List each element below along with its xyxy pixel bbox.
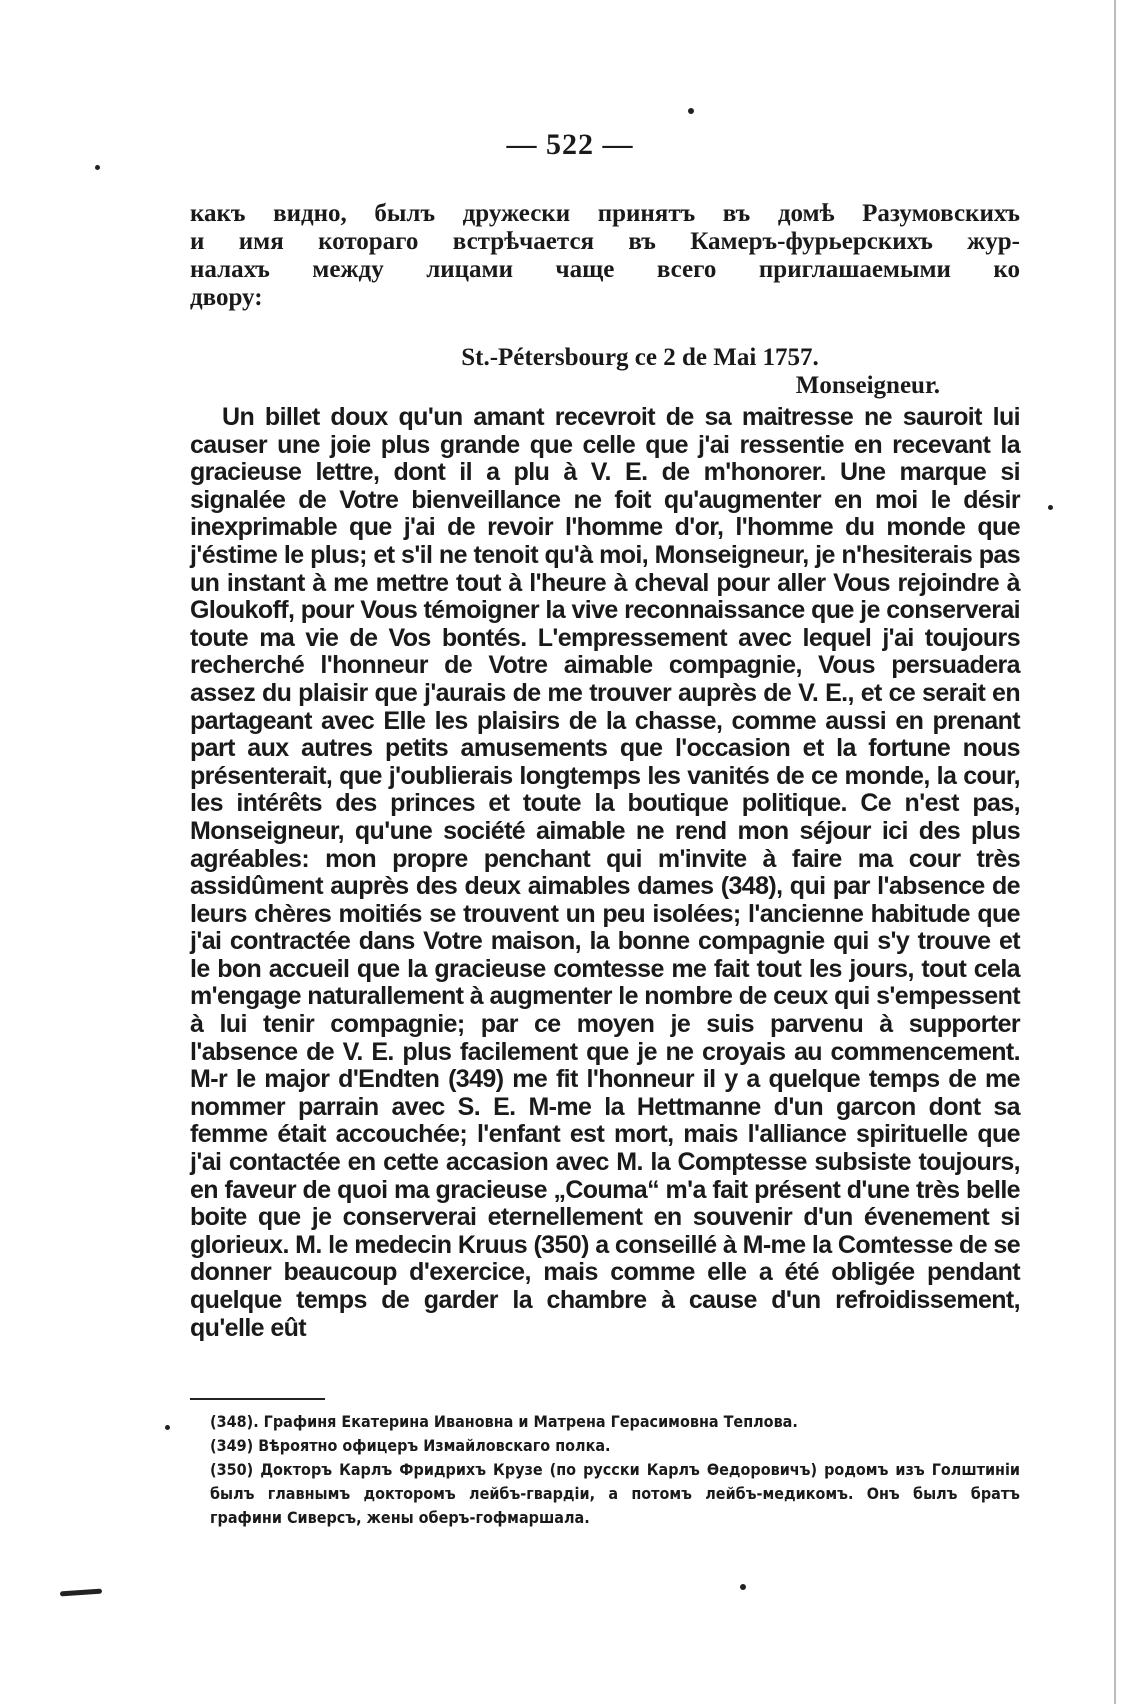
footnote-ref-350: (350): [533, 1230, 589, 1259]
scan-speck: [95, 165, 100, 170]
letter-salutation: Monseigneur.: [795, 372, 940, 399]
footnote-350: [210, 1458, 1020, 1530]
footnote-text: Вѣроятно офицеръ Измайловскаго полка.: [253, 1436, 611, 1455]
intro-line: какъ видно, былъ дружески принятъ въ домѣ Разумовскихъ: [190, 200, 1020, 227]
scan-edge-mark: [60, 1589, 102, 1597]
footnote-mark: (348): [210, 1412, 254, 1431]
scan-edge: [1114, 0, 1116, 1704]
footnote-ref-349: (349): [448, 1065, 504, 1094]
footnote-ref-348: (348): [720, 872, 777, 901]
letter-text: Un billet doux qu'un amant recevroit de sa maitresse ne sauroit lui causer une joie plus grande que celle que j'ai ressentie en recevant la gracieuse lettre, dont il a plu à V. E. de m'honorer. Une marque si signalée de Votre bienveillance ne foit qu'augmenter en moi le désir inexprimable que j'ai de revoir l'homme d'or, l'homme du monde que j'éstime le plus; et s'il ne tenoit qu'à moi, Monseigneur, je n'hesiterais pas un instant à me mettre tout à l'heure à cheval pour aller Vous rejoindre à Gloukoff, pour Vous témoigner la vive reconnaissance que je conserverai toute ma vie de Vos bontés. L'empressement avec lequel j'ai toujours recherché l'honneur de Votre aimable compagnie, Vous persuadera assez du plaisir que j'aurais de me trouver auprès de V. E., et ce serait en partageant avec Elle les plaisirs de la chasse, comme aussi en prenant part aux autres petits amusements que l'occasion et la fortune nous présenterait, que j'oublierais longtemps les vanités de ce monde, la cour, les intérêts des princes et toute la boutique politique. Ce n'est pas, Monseigneur, qu'une société aimable ne rend mon séjour ici des plus agréables: mon propre penchant qui m'invite à faire ma cour très assidûment auprès des deux aimables dames: [190, 403, 1020, 901]
letter-text: a conseillé à M-me la Comtesse de se donner beaucoup d'exercice, mais comme elle a été obligée pendant quelque temps de garder la chambre à cause d'un refroidissement, qu'elle eût: [190, 1230, 1021, 1342]
intro-line: и имя котораго встрѣчается въ Камеръ-фурьерскихъ жур-: [190, 228, 1020, 255]
footnote-mark: (349): [210, 1436, 254, 1455]
scan-speck: [1048, 505, 1053, 510]
footnote-348: [210, 1410, 1020, 1434]
intro-paragraph: [190, 200, 1020, 312]
footnote-349: [210, 1434, 1020, 1458]
scan-speck: [740, 1584, 746, 1590]
page-number: — 522 —: [506, 128, 634, 161]
footnote-mark: (350): [210, 1460, 254, 1479]
footnote-text: Докторъ Карлъ Фридрихъ Крузе (по русски Карлъ Ѳедоровичъ) родомъ изъ Голштиніи былъ главнымъ докторомъ лейбъ-гвардіи, а потомъ лейбъ-медикомъ. Онъ былъ братъ графини Сиверсъ, жены оберъ-гофмаршала.: [210, 1460, 1020, 1527]
letter-text: , qui par l'absence de leurs chères moitiés se trouvent un peu isolées; l'ancienne habitude que j'ai contractée dans Votre maison, la bonne compagnie qui s'y trouve et le bon accueil que la gracieuse comtesse me fait tout les jours, tout cela m'engage naturallement à augmenter le nombre de ceux qui s'empessent à lui tenir compagnie; par ce moyen je suis parvenu à supporter l'absence de V. E. plus facilement que je ne croyais au commencement. M-r le major d'Endten: [190, 872, 1020, 1094]
scan-speck: [688, 108, 694, 114]
scan-speck: [165, 1425, 170, 1430]
letter-body: [190, 404, 1020, 1342]
intro-line: налахъ между лицами чаще всего приглашаемыми ко: [190, 256, 1020, 283]
letter-dateline: St.-Pétersbourg ce 2 de Mai 1757.: [461, 344, 819, 371]
footnote-text: . Графиня Екатерина Ивановна и Матрена Герасимовна Теплова.: [253, 1412, 798, 1431]
footnotes: [210, 1410, 1020, 1530]
letter-text: me fit l'honneur il y a quelque temps de me nommer parrain avec S. E. M-me la Hettmanne d'un garcon dont sa femme était accouchée; l'enfant est mort, mais l'alliance spirituelle que j'ai contactée en cette accasion avec M. la Comptesse subsiste toujours, en faveur de quoi ma gracieuse „Couma“ m'a fait présent d'une très belle boite que je conserverai eternellement en souvenir d'un évenement si glorieux. M. le medecin Kruus: [190, 1065, 1020, 1259]
intro-line: двору:: [190, 284, 263, 311]
footnote-divider: [190, 1398, 325, 1400]
